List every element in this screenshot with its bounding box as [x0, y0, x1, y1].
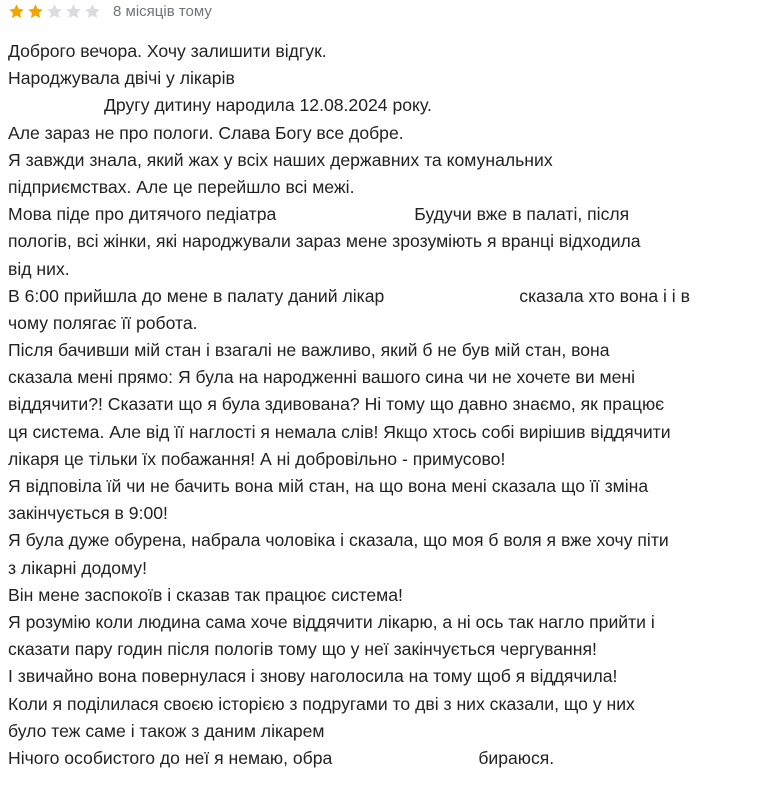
review-line-text: закінчується в 9:00! — [8, 503, 168, 524]
review-line — [8, 527, 763, 554]
review-line-text: з лікарні додому! — [8, 557, 147, 578]
review-line-text: Будучи вже в палаті, після — [414, 204, 630, 225]
star-icon — [46, 3, 63, 20]
review-text — [8, 38, 763, 772]
review-line — [8, 691, 763, 718]
review-header — [8, 0, 212, 22]
star-icon — [8, 3, 25, 20]
star-rating — [8, 3, 103, 20]
review-line — [8, 256, 763, 283]
review-line-text: сказала хто вона і і в — [519, 285, 690, 306]
review-line-text: Доброго вечора. Хочу залишити відгук. — [8, 41, 327, 61]
review-line-text: віддячити?! Сказати що я була здивована? Ні тому що давно знаємо, як працює — [8, 394, 665, 415]
review-line — [8, 500, 763, 527]
review-line-text: було теж саме і також з даним лікарем — [8, 720, 325, 741]
review-line-text: Я відповіла їй чи не бачить вона мій стан, на що вона мені сказала що її зміна — [8, 476, 649, 496]
review-line-text: Він мене заспокоїв і сказав так працює система! — [8, 584, 403, 605]
review-line — [8, 555, 763, 582]
review-line — [8, 364, 763, 391]
review-line — [8, 419, 763, 446]
review-line-text: Я розумію коли людина сама хоче віддячити лікарю, а ні ось так нагло прийти і — [8, 611, 655, 632]
review-line-text: сказала мені прямо: Я була на народженні вашого сина чи не хочете ви мені — [8, 367, 635, 388]
review-line-text: В 6:00 прийшла до мене в палату даний лікар — [8, 285, 385, 306]
review-line — [8, 337, 763, 364]
review-line-text: сказати пару годин після пологів тому що у неї закінчується чергування! — [8, 639, 597, 660]
review-line-text: підприємствах. Але це перейшло всі межі. — [8, 176, 355, 197]
star-icon — [84, 3, 101, 20]
review-line — [8, 446, 763, 473]
review-line — [8, 147, 763, 174]
review-line-text: Народжувала двічі у лікарів — [8, 68, 235, 89]
review-line-text: Мова піде про дитячого педіатра — [8, 204, 277, 225]
review-line-text: Нічого особистого до неї я немаю, обра — [8, 747, 333, 768]
review-line-text: Коли я поділилася своєю історією з подругами то дві з них сказали, що у них — [8, 693, 635, 714]
review-line — [8, 582, 763, 609]
star-icon — [27, 3, 44, 20]
review-line-text: пологів, всі жінки, які народжували зараз мене зрозуміють я вранці відходила — [8, 231, 641, 252]
review-line-text: Але зараз не про пологи. Слава Богу все добре. — [8, 122, 404, 143]
review-line — [8, 201, 763, 228]
review-line — [8, 228, 763, 255]
star-icon — [65, 3, 82, 20]
review-line-text: Я була дуже обурена, набрала чоловіка і сказала, що моя б воля я вже хочу піти — [8, 530, 669, 551]
review-line — [8, 718, 763, 745]
review-line-text: Я завжди знала, який жах у всіх наших державних та комунальних — [8, 149, 553, 170]
review-line — [8, 636, 763, 663]
review-line-text: Другу дитину народила 12.08.2024 року. — [104, 95, 432, 116]
review-line-text: ця система. Але від її наглості я немала слів! Якщо хтось собі вирішив віддячити — [8, 421, 671, 442]
review-line — [8, 745, 763, 772]
review-line — [8, 65, 763, 92]
review-date: 8 місяців тому — [113, 2, 212, 20]
review-line — [8, 310, 763, 337]
review-line — [8, 283, 763, 310]
review-line — [8, 473, 763, 500]
review-line-text: І звичайно вона повернулася і знову наголосила на тому щоб я віддячила! — [8, 666, 618, 687]
review-line-text: чому полягає її робота. — [8, 312, 198, 333]
review-line — [8, 391, 763, 418]
review-line-text: бираюся. — [478, 747, 555, 768]
review-line — [8, 174, 763, 201]
review-line-text: Після бачивши мій стан і взагалі не важливо, який б не був мій стан, вона — [8, 340, 610, 361]
review-line — [8, 609, 763, 636]
review-line-text: лікаря це тільки їх побажання! А ні добровільно - примусово! — [8, 448, 506, 469]
review-line — [8, 92, 763, 119]
review-line — [8, 120, 763, 147]
review-line — [8, 663, 763, 690]
review-line-text: від них. — [8, 258, 70, 279]
review-line — [8, 38, 763, 65]
